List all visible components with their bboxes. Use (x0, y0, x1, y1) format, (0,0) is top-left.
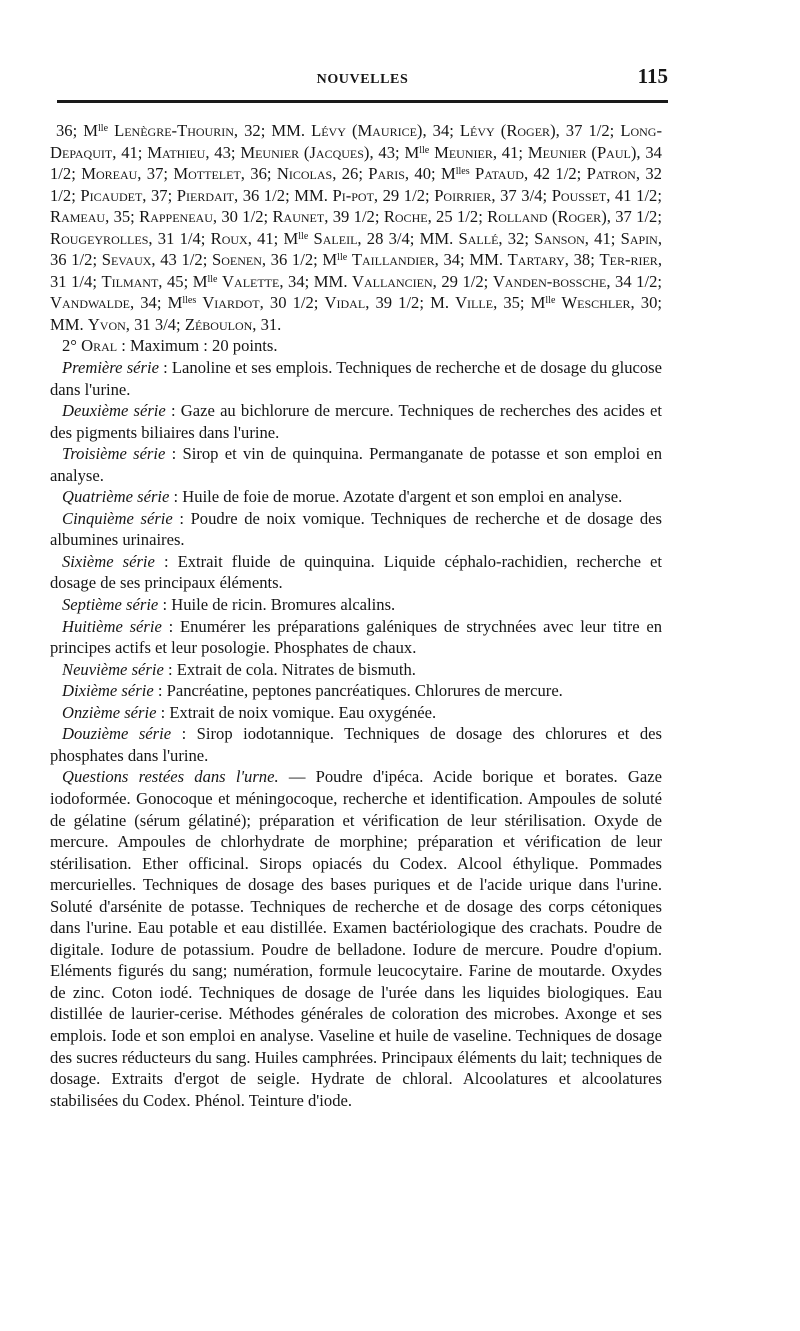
series-label: Onzième série (62, 702, 157, 722)
oral-prefix: 2° (62, 336, 77, 356)
series-3 (50, 443, 662, 486)
series-label: Cinquième série (62, 508, 173, 528)
header-rule (57, 100, 668, 103)
series-label: Quatrième série (62, 487, 170, 507)
series-9 (50, 659, 662, 681)
series-label: Dixième série (62, 681, 154, 701)
series-label: Douzième série (62, 724, 172, 744)
series-label: Deuxième série (62, 401, 166, 421)
series-7 (50, 594, 662, 616)
series-label: Huitième série (62, 616, 162, 636)
remaining-questions (50, 766, 662, 1111)
series-8 (50, 616, 662, 659)
oral-text: : Maximum : 20 points. (117, 336, 278, 356)
series-5 (50, 508, 662, 551)
series-label: Sixième série (62, 551, 155, 571)
oral-label: Oral (81, 336, 118, 356)
series-text: : Extrait fluide de quinquina. Liquide céphalo-rachidien, recherche et dosage de ses principaux éléments. (50, 551, 662, 593)
series-text: : Enumérer les préparations galéniques de strychnées avec leur titre en principes actifs et leur posologie. Phosphates de chaux. (50, 616, 663, 658)
series-10 (50, 680, 662, 702)
series-label: Première série (62, 358, 159, 378)
series-4 (50, 486, 662, 508)
series-text: : Pancréatine, peptones pancréatiques. Chlorures de mercure. (153, 681, 563, 701)
series-6 (50, 551, 662, 594)
series-label: Neuvième série (62, 659, 164, 679)
candidates-text: 36; $M^{lle}$ Lenègre-Thourin, 32; MM. Lévy (Maurice), 34; Lévy (Roger), 37 1/2; Long-Depaquit, 41; Mathieu, 43; Meunier (Jacques), 43; $M^{lle}$ Meunier, 41; Meunier (Paul), 34 1/2; Moreau, 37; Mottelet, 36; Nicolas, 26; Paris, 40; $M^{lles}$ Pataud, 42 1/2; Patron, 32 1/2; Picaudet, 37; Pierdait, 36 1/2; MM. Pi-pot, 29 1/2; Poirrier, 37 3/4; Pousset, 41 1/2; Rameau, 35; Rappeneau, 30 1/2; Raunet, 39 1/2; Roche, 25 1/2; Rolland (Roger), 37 1/2; Rougeyrolles, 31 1/4; Roux, 41; $M^{lle}$ Saleil, 28 3/4; MM. Sallé, 32; Sanson, 41; Sapin, 36 1/2; Sevaux, 43 1/2; Soenen, 36 1/2; $M^{lle}$ Taillandier, 34; MM. Tartary, 38; Ter-rier, 31 1/4; Tilmant, 45; $M^{lle}$ Valette, 34; MM. Vallancien, 29 1/2; Vanden-bossche, 34 1/2; Vandwalde, 34; $M^{lles}$ Viardot, 30 1/2; Vidal, 39 1/2; M. Ville, 35; $M^{lle}$ Weschler, 30; MM. Yvon, 31 3/4; Zéboulon, 31. (50, 121, 662, 334)
series-text: : Lanoline et ses emplois. Techniques de recherche et de dosage du glucose dans l'urine. (50, 358, 662, 399)
questions-label: Questions restées dans l'urne. (62, 767, 279, 787)
series-label: Troisième série (62, 444, 166, 464)
series-label: Septième série (62, 595, 159, 615)
series-text: : Sirop iodotannique. Techniques de dosage des chlorures et des phosphates dans l'urine. (50, 724, 662, 765)
series-text: : Poudre de noix vomique. Techniques de recherche et de dosage des albumines urinaires. (50, 508, 662, 550)
candidates-list (50, 120, 662, 335)
oral-heading (50, 335, 662, 357)
page-body (50, 120, 662, 1111)
series-text: : Gaze au bichlorure de mercure. Techniques de recherches des acides et des pigments biliaires dans l'urine. (50, 401, 662, 442)
page-number: 115 (637, 64, 668, 88)
series-text: : Extrait de cola. Nitrates de bismuth. (163, 659, 416, 679)
series-1 (50, 357, 662, 400)
page-header (57, 64, 668, 96)
series-2 (50, 400, 662, 443)
running-head: NOUVELLES (316, 72, 409, 87)
series-11 (50, 702, 662, 724)
series-text: : Extrait de noix vomique. Eau oxygénée. (156, 702, 437, 722)
series-12 (50, 723, 662, 766)
series-text: : Sirop et vin de quinquina. Permanganate de potasse et son emploi en analyse. (50, 444, 662, 485)
questions-text: — Poudre d'ipéca. Acide borique et borates. Gaze iodoformée. Gonocoque et méningocoque, recherche et identification. Ampoules de soluté de gélatine (sérum gélatiné); préparation et vérification de leur stérilisation. Oxyde de mercure. Ampoules de chlorhydrate de morphine; préparation et vérification de leur stérilisation. Ether officinal. Sirops opiacés du Codex. Alcool éthylique. Pommades mercurielles. Techniques de dosage des bases puriques et de l'acide urique dans l'urine. Soluté d'arsénite de potasse. Techniques de recherche et de dosage des corps cétoniques dans l'urine. Eau potable et eau distillée. Examen bactériologique des crachats. Poudre de digitale. Iodure de potassium. Poudre de belladone. Iodure de mercure. Poudre d'opium. Eléments figurés du sang; numération, formule leucocytaire. Farine de moutarde. Oxydes de zinc. Coton iodé. Techniques de dosage de l'urée dans les liquides biologiques. Eau distillée de laurier-cerise. Méthodes générales de coloration des microbes. Axonge et ses emplois. Iode et son emploi en analyse. Vaseline et huile de vaseline. Techniques de dosage des sucres réducteurs du sang. Huiles camphrées. Principaux éléments du lait; techniques de dosage. Extraits d'ergot de seigle. Hydrate de chloral. Alcoolatures et alcoolatures stabilisées du Codex. Phénol. Teinture d'iode. (50, 767, 662, 1110)
series-text: : Huile de ricin. Bromures alcalins. (158, 595, 396, 615)
series-text: : Huile de foie de morue. Azotate d'argent et son emploi en analyse. (169, 487, 623, 507)
